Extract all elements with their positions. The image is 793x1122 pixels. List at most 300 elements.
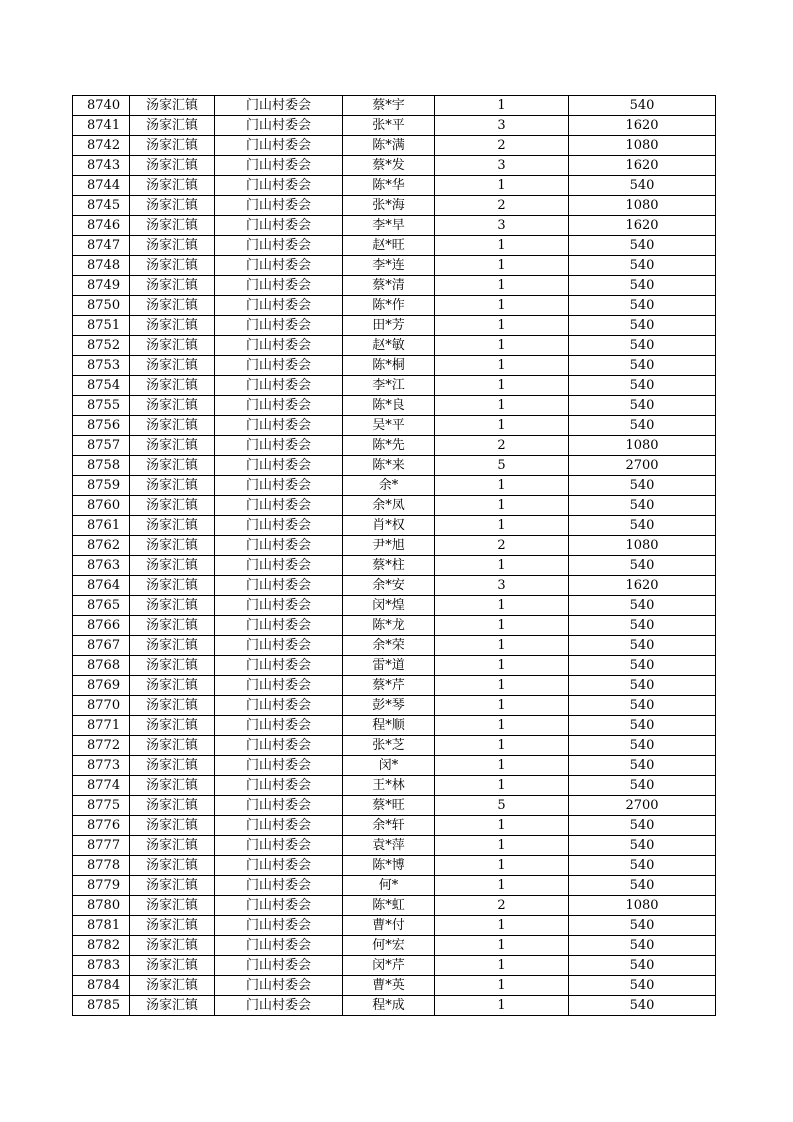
table-row — [73, 476, 716, 496]
town-name-cell: 汤家汇镇 — [130, 96, 215, 116]
amount-cell: 540 — [569, 336, 716, 356]
town-name-cell: 汤家汇镇 — [130, 776, 215, 796]
table-body — [73, 96, 716, 1016]
row-number-cell: 8763 — [73, 556, 130, 576]
town-name-cell: 汤家汇镇 — [130, 516, 215, 536]
person-name-cell: 程*顺 — [343, 716, 435, 736]
table-row — [73, 456, 716, 476]
household-count-cell: 2 — [435, 136, 569, 156]
town-name-cell: 汤家汇镇 — [130, 176, 215, 196]
table-row — [73, 736, 716, 756]
table-row — [73, 516, 716, 536]
person-name-cell: 吴*平 — [343, 416, 435, 436]
village-committee-cell: 门山村委会 — [215, 756, 343, 776]
table-row — [73, 956, 716, 976]
town-name-cell: 汤家汇镇 — [130, 756, 215, 776]
town-name-cell: 汤家汇镇 — [130, 416, 215, 436]
person-name-cell: 赵*旺 — [343, 236, 435, 256]
household-count-cell: 1 — [435, 276, 569, 296]
row-number-cell: 8762 — [73, 536, 130, 556]
row-number-cell: 8769 — [73, 676, 130, 696]
town-name-cell: 汤家汇镇 — [130, 836, 215, 856]
row-number-cell: 8782 — [73, 936, 130, 956]
table-row — [73, 876, 716, 896]
village-committee-cell: 门山村委会 — [215, 596, 343, 616]
household-count-cell: 1 — [435, 776, 569, 796]
household-count-cell: 1 — [435, 256, 569, 276]
row-number-cell: 8775 — [73, 796, 130, 816]
amount-cell: 540 — [569, 596, 716, 616]
town-name-cell: 汤家汇镇 — [130, 636, 215, 656]
household-count-cell: 3 — [435, 576, 569, 596]
row-number-cell: 8750 — [73, 296, 130, 316]
village-committee-cell: 门山村委会 — [215, 236, 343, 256]
row-number-cell: 8753 — [73, 356, 130, 376]
town-name-cell: 汤家汇镇 — [130, 656, 215, 676]
row-number-cell: 8741 — [73, 116, 130, 136]
town-name-cell: 汤家汇镇 — [130, 156, 215, 176]
person-name-cell: 李*连 — [343, 256, 435, 276]
amount-cell: 1620 — [569, 216, 716, 236]
town-name-cell: 汤家汇镇 — [130, 676, 215, 696]
amount-cell: 540 — [569, 996, 716, 1016]
row-number-cell: 8751 — [73, 316, 130, 336]
person-name-cell: 陈*华 — [343, 176, 435, 196]
village-committee-cell: 门山村委会 — [215, 256, 343, 276]
table-row — [73, 96, 716, 116]
town-name-cell: 汤家汇镇 — [130, 576, 215, 596]
amount-cell: 1080 — [569, 196, 716, 216]
person-name-cell: 闵* — [343, 756, 435, 776]
town-name-cell: 汤家汇镇 — [130, 896, 215, 916]
person-name-cell: 余*荣 — [343, 636, 435, 656]
person-name-cell: 赵*敏 — [343, 336, 435, 356]
person-name-cell: 李*早 — [343, 216, 435, 236]
household-count-cell: 1 — [435, 836, 569, 856]
table-row — [73, 716, 716, 736]
village-committee-cell: 门山村委会 — [215, 356, 343, 376]
village-committee-cell: 门山村委会 — [215, 736, 343, 756]
amount-cell: 540 — [569, 916, 716, 936]
table-row — [73, 236, 716, 256]
amount-cell: 540 — [569, 756, 716, 776]
person-name-cell: 雷*道 — [343, 656, 435, 676]
village-committee-cell: 门山村委会 — [215, 516, 343, 536]
amount-cell: 1620 — [569, 156, 716, 176]
household-count-cell: 1 — [435, 236, 569, 256]
village-committee-cell: 门山村委会 — [215, 956, 343, 976]
table-row — [73, 596, 716, 616]
amount-cell: 540 — [569, 176, 716, 196]
table-row — [73, 996, 716, 1016]
household-count-cell: 1 — [435, 596, 569, 616]
amount-cell: 1620 — [569, 116, 716, 136]
village-committee-cell: 门山村委会 — [215, 776, 343, 796]
row-number-cell: 8740 — [73, 96, 130, 116]
table-row — [73, 576, 716, 596]
row-number-cell: 8780 — [73, 896, 130, 916]
table-row — [73, 536, 716, 556]
village-committee-cell: 门山村委会 — [215, 176, 343, 196]
person-name-cell: 陈*良 — [343, 396, 435, 416]
data-table — [72, 95, 716, 1016]
table-row — [73, 276, 716, 296]
person-name-cell: 肖*权 — [343, 516, 435, 536]
amount-cell: 540 — [569, 516, 716, 536]
person-name-cell: 张*海 — [343, 196, 435, 216]
person-name-cell: 陈*虹 — [343, 896, 435, 916]
town-name-cell: 汤家汇镇 — [130, 256, 215, 276]
household-count-cell: 1 — [435, 976, 569, 996]
amount-cell: 540 — [569, 416, 716, 436]
table-row — [73, 216, 716, 236]
village-committee-cell: 门山村委会 — [215, 416, 343, 436]
village-committee-cell: 门山村委会 — [215, 716, 343, 736]
town-name-cell: 汤家汇镇 — [130, 976, 215, 996]
amount-cell: 540 — [569, 276, 716, 296]
amount-cell: 1080 — [569, 436, 716, 456]
amount-cell: 2700 — [569, 456, 716, 476]
household-count-cell: 1 — [435, 956, 569, 976]
person-name-cell: 蔡*清 — [343, 276, 435, 296]
village-committee-cell: 门山村委会 — [215, 836, 343, 856]
row-number-cell: 8767 — [73, 636, 130, 656]
amount-cell: 540 — [569, 376, 716, 396]
table-row — [73, 136, 716, 156]
person-name-cell: 蔡*芹 — [343, 676, 435, 696]
town-name-cell: 汤家汇镇 — [130, 276, 215, 296]
amount-cell: 540 — [569, 636, 716, 656]
household-count-cell: 1 — [435, 876, 569, 896]
household-count-cell: 1 — [435, 816, 569, 836]
amount-cell: 540 — [569, 676, 716, 696]
person-name-cell: 蔡*宇 — [343, 96, 435, 116]
table-row — [73, 976, 716, 996]
person-name-cell: 何*宏 — [343, 936, 435, 956]
village-committee-cell: 门山村委会 — [215, 96, 343, 116]
person-name-cell: 余*安 — [343, 576, 435, 596]
town-name-cell: 汤家汇镇 — [130, 336, 215, 356]
table-row — [73, 396, 716, 416]
person-name-cell: 闵*煌 — [343, 596, 435, 616]
table-row — [73, 256, 716, 276]
amount-cell: 540 — [569, 936, 716, 956]
table-row — [73, 436, 716, 456]
row-number-cell: 8746 — [73, 216, 130, 236]
row-number-cell: 8785 — [73, 996, 130, 1016]
person-name-cell: 张*芝 — [343, 736, 435, 756]
town-name-cell: 汤家汇镇 — [130, 216, 215, 236]
row-number-cell: 8761 — [73, 516, 130, 536]
village-committee-cell: 门山村委会 — [215, 936, 343, 956]
village-committee-cell: 门山村委会 — [215, 496, 343, 516]
household-count-cell: 2 — [435, 196, 569, 216]
town-name-cell: 汤家汇镇 — [130, 356, 215, 376]
household-count-cell: 1 — [435, 936, 569, 956]
household-count-cell: 1 — [435, 376, 569, 396]
person-name-cell: 张*平 — [343, 116, 435, 136]
amount-cell: 540 — [569, 616, 716, 636]
row-number-cell: 8744 — [73, 176, 130, 196]
village-committee-cell: 门山村委会 — [215, 276, 343, 296]
town-name-cell: 汤家汇镇 — [130, 956, 215, 976]
town-name-cell: 汤家汇镇 — [130, 736, 215, 756]
row-number-cell: 8768 — [73, 656, 130, 676]
amount-cell: 540 — [569, 956, 716, 976]
row-number-cell: 8772 — [73, 736, 130, 756]
household-count-cell: 1 — [435, 556, 569, 576]
row-number-cell: 8747 — [73, 236, 130, 256]
amount-cell: 540 — [569, 256, 716, 276]
village-committee-cell: 门山村委会 — [215, 996, 343, 1016]
person-name-cell: 李*江 — [343, 376, 435, 396]
row-number-cell: 8771 — [73, 716, 130, 736]
row-number-cell: 8748 — [73, 256, 130, 276]
village-committee-cell: 门山村委会 — [215, 436, 343, 456]
row-number-cell: 8755 — [73, 396, 130, 416]
household-count-cell: 1 — [435, 336, 569, 356]
table-row — [73, 116, 716, 136]
village-committee-cell: 门山村委会 — [215, 876, 343, 896]
person-name-cell: 陈*博 — [343, 856, 435, 876]
amount-cell: 540 — [569, 976, 716, 996]
household-count-cell: 2 — [435, 536, 569, 556]
town-name-cell: 汤家汇镇 — [130, 196, 215, 216]
row-number-cell: 8756 — [73, 416, 130, 436]
village-committee-cell: 门山村委会 — [215, 856, 343, 876]
table-row — [73, 676, 716, 696]
town-name-cell: 汤家汇镇 — [130, 236, 215, 256]
household-count-cell: 1 — [435, 736, 569, 756]
row-number-cell: 8758 — [73, 456, 130, 476]
person-name-cell: 尹*旭 — [343, 536, 435, 556]
village-committee-cell: 门山村委会 — [215, 456, 343, 476]
village-committee-cell: 门山村委会 — [215, 216, 343, 236]
amount-cell: 1080 — [569, 536, 716, 556]
village-committee-cell: 门山村委会 — [215, 816, 343, 836]
town-name-cell: 汤家汇镇 — [130, 996, 215, 1016]
table-row — [73, 556, 716, 576]
amount-cell: 540 — [569, 736, 716, 756]
village-committee-cell: 门山村委会 — [215, 656, 343, 676]
household-count-cell: 1 — [435, 676, 569, 696]
person-name-cell: 蔡*发 — [343, 156, 435, 176]
table-row — [73, 376, 716, 396]
amount-cell: 540 — [569, 816, 716, 836]
household-count-cell: 1 — [435, 656, 569, 676]
table-row — [73, 316, 716, 336]
table-row — [73, 416, 716, 436]
town-name-cell: 汤家汇镇 — [130, 296, 215, 316]
town-name-cell: 汤家汇镇 — [130, 596, 215, 616]
town-name-cell: 汤家汇镇 — [130, 556, 215, 576]
row-number-cell: 8757 — [73, 436, 130, 456]
person-name-cell: 陈*龙 — [343, 616, 435, 636]
town-name-cell: 汤家汇镇 — [130, 856, 215, 876]
village-committee-cell: 门山村委会 — [215, 116, 343, 136]
household-count-cell: 3 — [435, 156, 569, 176]
person-name-cell: 田*芳 — [343, 316, 435, 336]
village-committee-cell: 门山村委会 — [215, 476, 343, 496]
village-committee-cell: 门山村委会 — [215, 576, 343, 596]
town-name-cell: 汤家汇镇 — [130, 476, 215, 496]
household-count-cell: 1 — [435, 356, 569, 376]
person-name-cell: 曹*英 — [343, 976, 435, 996]
person-name-cell: 程*成 — [343, 996, 435, 1016]
table-row — [73, 836, 716, 856]
row-number-cell: 8779 — [73, 876, 130, 896]
household-count-cell: 1 — [435, 996, 569, 1016]
row-number-cell: 8766 — [73, 616, 130, 636]
person-name-cell: 曹*付 — [343, 916, 435, 936]
table-row — [73, 936, 716, 956]
person-name-cell: 陈*先 — [343, 436, 435, 456]
household-count-cell: 2 — [435, 436, 569, 456]
household-count-cell: 5 — [435, 456, 569, 476]
town-name-cell: 汤家汇镇 — [130, 716, 215, 736]
town-name-cell: 汤家汇镇 — [130, 916, 215, 936]
village-committee-cell: 门山村委会 — [215, 156, 343, 176]
table-row — [73, 196, 716, 216]
household-count-cell: 1 — [435, 496, 569, 516]
village-committee-cell: 门山村委会 — [215, 976, 343, 996]
row-number-cell: 8778 — [73, 856, 130, 876]
village-committee-cell: 门山村委会 — [215, 796, 343, 816]
village-committee-cell: 门山村委会 — [215, 896, 343, 916]
person-name-cell: 闵*芹 — [343, 956, 435, 976]
town-name-cell: 汤家汇镇 — [130, 816, 215, 836]
table-row — [73, 496, 716, 516]
table-row — [73, 656, 716, 676]
table-row — [73, 296, 716, 316]
row-number-cell: 8764 — [73, 576, 130, 596]
amount-cell: 1080 — [569, 136, 716, 156]
person-name-cell: 陈*满 — [343, 136, 435, 156]
table-row — [73, 796, 716, 816]
town-name-cell: 汤家汇镇 — [130, 616, 215, 636]
town-name-cell: 汤家汇镇 — [130, 136, 215, 156]
table-row — [73, 776, 716, 796]
village-committee-cell: 门山村委会 — [215, 336, 343, 356]
person-name-cell: 陈*桐 — [343, 356, 435, 376]
table-row — [73, 696, 716, 716]
row-number-cell: 8745 — [73, 196, 130, 216]
row-number-cell: 8774 — [73, 776, 130, 796]
person-name-cell: 陈*来 — [343, 456, 435, 476]
amount-cell: 540 — [569, 296, 716, 316]
village-committee-cell: 门山村委会 — [215, 616, 343, 636]
amount-cell: 540 — [569, 556, 716, 576]
person-name-cell: 余* — [343, 476, 435, 496]
person-name-cell: 彭*琴 — [343, 696, 435, 716]
row-number-cell: 8777 — [73, 836, 130, 856]
amount-cell: 540 — [569, 656, 716, 676]
amount-cell: 540 — [569, 836, 716, 856]
amount-cell: 540 — [569, 96, 716, 116]
amount-cell: 1620 — [569, 576, 716, 596]
town-name-cell: 汤家汇镇 — [130, 396, 215, 416]
household-count-cell: 1 — [435, 856, 569, 876]
household-count-cell: 5 — [435, 796, 569, 816]
household-count-cell: 2 — [435, 896, 569, 916]
village-committee-cell: 门山村委会 — [215, 556, 343, 576]
village-committee-cell: 门山村委会 — [215, 396, 343, 416]
amount-cell: 540 — [569, 476, 716, 496]
town-name-cell: 汤家汇镇 — [130, 876, 215, 896]
household-count-cell: 1 — [435, 716, 569, 736]
town-name-cell: 汤家汇镇 — [130, 456, 215, 476]
amount-cell: 540 — [569, 716, 716, 736]
town-name-cell: 汤家汇镇 — [130, 316, 215, 336]
row-number-cell: 8776 — [73, 816, 130, 836]
table-row — [73, 176, 716, 196]
amount-cell: 540 — [569, 696, 716, 716]
village-committee-cell: 门山村委会 — [215, 316, 343, 336]
amount-cell: 540 — [569, 236, 716, 256]
household-count-cell: 1 — [435, 176, 569, 196]
row-number-cell: 8754 — [73, 376, 130, 396]
town-name-cell: 汤家汇镇 — [130, 116, 215, 136]
town-name-cell: 汤家汇镇 — [130, 436, 215, 456]
row-number-cell: 8784 — [73, 976, 130, 996]
household-count-cell: 1 — [435, 516, 569, 536]
amount-cell: 1080 — [569, 896, 716, 916]
table-row — [73, 616, 716, 636]
person-name-cell: 何* — [343, 876, 435, 896]
household-count-cell: 1 — [435, 296, 569, 316]
household-count-cell: 1 — [435, 636, 569, 656]
amount-cell: 540 — [569, 356, 716, 376]
person-name-cell: 余*轩 — [343, 816, 435, 836]
person-name-cell: 陈*作 — [343, 296, 435, 316]
amount-cell: 540 — [569, 876, 716, 896]
town-name-cell: 汤家汇镇 — [130, 536, 215, 556]
row-number-cell: 8783 — [73, 956, 130, 976]
person-name-cell: 王*林 — [343, 776, 435, 796]
household-count-cell: 1 — [435, 756, 569, 776]
person-name-cell: 蔡*旺 — [343, 796, 435, 816]
village-committee-cell: 门山村委会 — [215, 676, 343, 696]
household-count-cell: 1 — [435, 316, 569, 336]
row-number-cell: 8760 — [73, 496, 130, 516]
table-row — [73, 356, 716, 376]
household-count-cell: 1 — [435, 916, 569, 936]
town-name-cell: 汤家汇镇 — [130, 796, 215, 816]
village-committee-cell: 门山村委会 — [215, 136, 343, 156]
table-row — [73, 636, 716, 656]
village-committee-cell: 门山村委会 — [215, 696, 343, 716]
amount-cell: 540 — [569, 496, 716, 516]
town-name-cell: 汤家汇镇 — [130, 496, 215, 516]
person-name-cell: 蔡*柱 — [343, 556, 435, 576]
amount-cell: 540 — [569, 776, 716, 796]
household-count-cell: 1 — [435, 416, 569, 436]
household-count-cell: 1 — [435, 616, 569, 636]
row-number-cell: 8781 — [73, 916, 130, 936]
amount-cell: 540 — [569, 396, 716, 416]
household-count-cell: 3 — [435, 216, 569, 236]
amount-cell: 540 — [569, 316, 716, 336]
town-name-cell: 汤家汇镇 — [130, 696, 215, 716]
row-number-cell: 8752 — [73, 336, 130, 356]
village-committee-cell: 门山村委会 — [215, 916, 343, 936]
row-number-cell: 8765 — [73, 596, 130, 616]
row-number-cell: 8770 — [73, 696, 130, 716]
row-number-cell: 8759 — [73, 476, 130, 496]
town-name-cell: 汤家汇镇 — [130, 376, 215, 396]
row-number-cell: 8743 — [73, 156, 130, 176]
village-committee-cell: 门山村委会 — [215, 296, 343, 316]
